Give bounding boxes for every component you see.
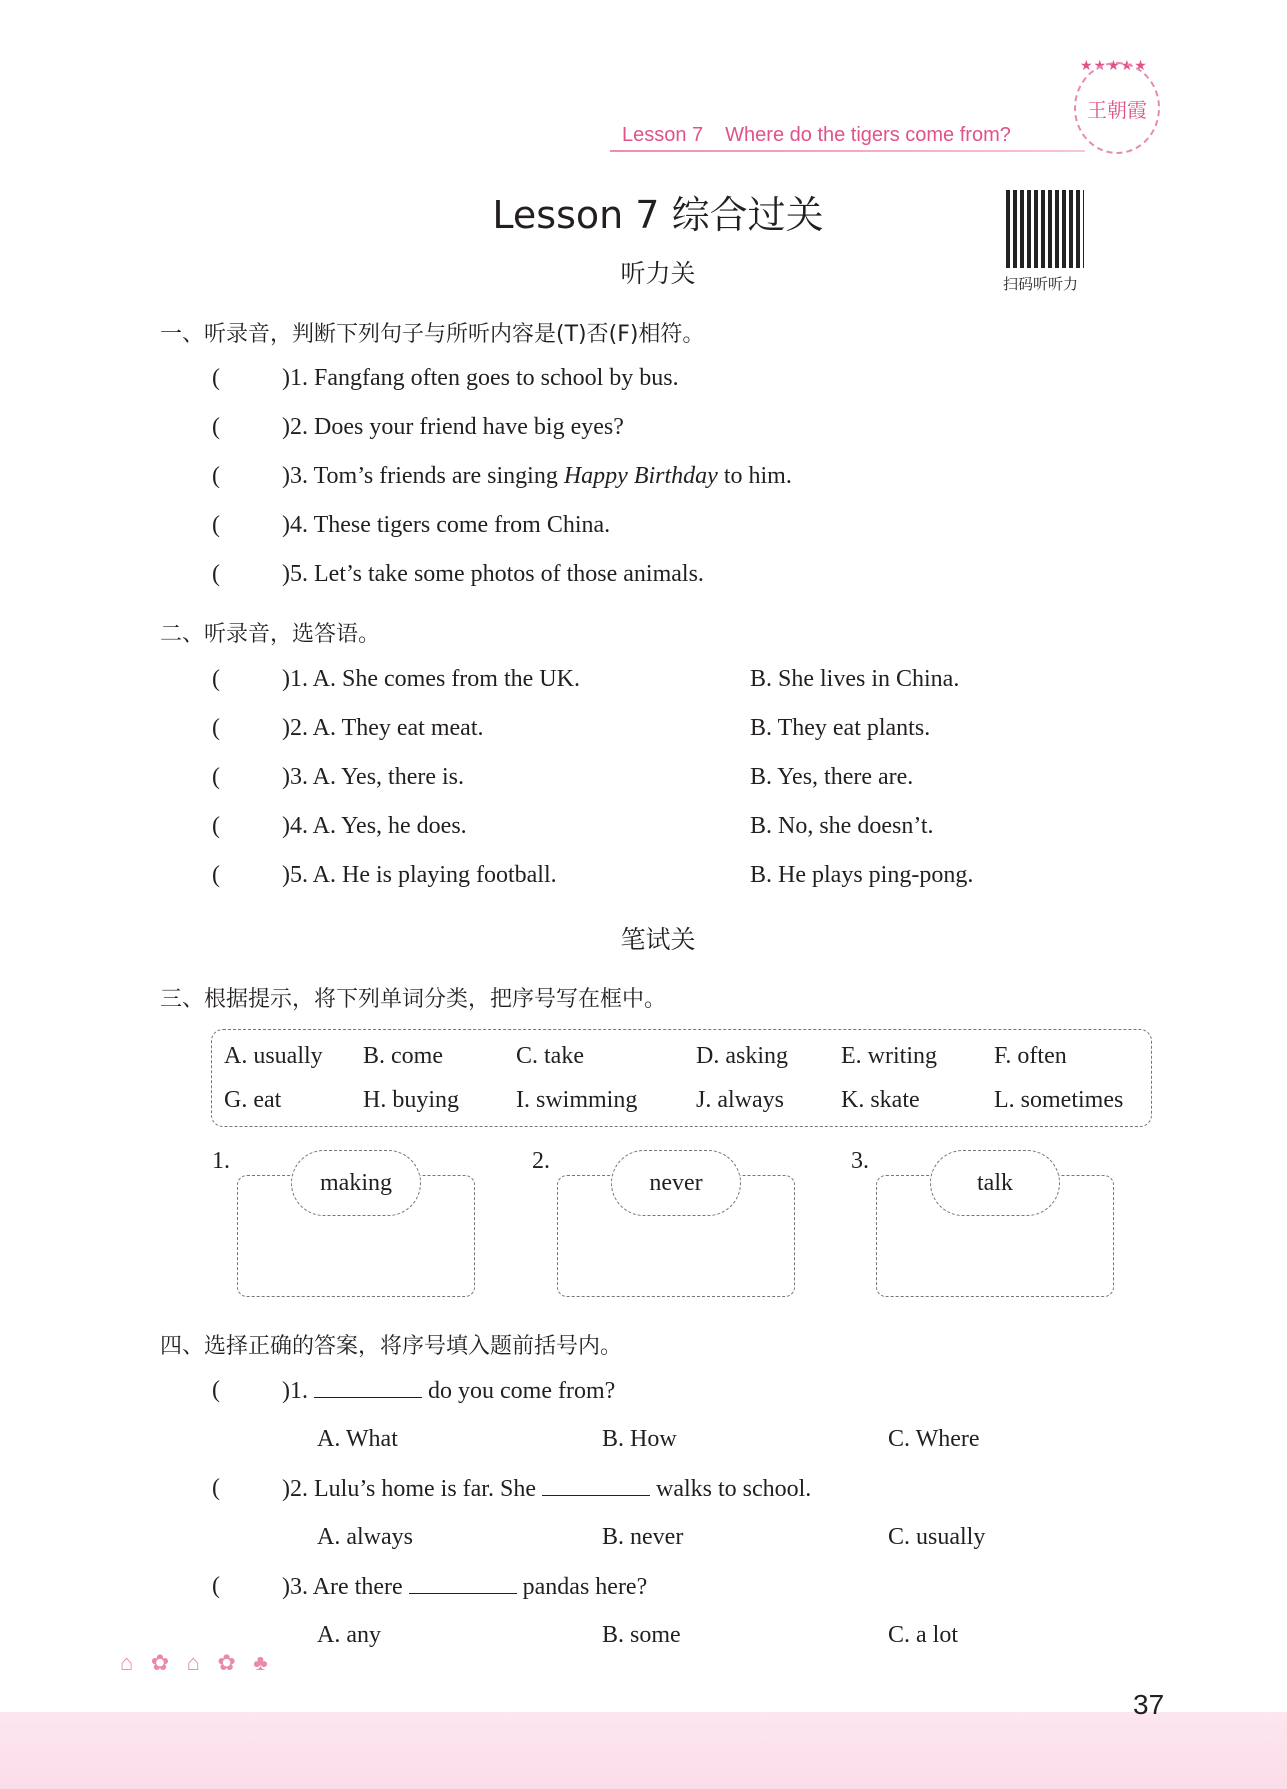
question-item <box>282 365 679 392</box>
option-b: B. They eat plants. <box>750 715 931 741</box>
word-option: J. always <box>696 1087 784 1113</box>
item-text: Fangfang often goes to school by bus. <box>314 365 679 391</box>
item-text: Are there <box>312 1574 403 1600</box>
section3-heading: 三、根据提示，将下列单词分类，把序号写在框中。 <box>160 987 667 1012</box>
item-number: )1. <box>282 1378 308 1404</box>
item-text: Let’s take some photos of those animals. <box>314 561 704 587</box>
choice-option: A. any <box>317 1622 381 1648</box>
bottom-band <box>0 1712 1287 1789</box>
question-item <box>282 463 792 490</box>
question-item <box>282 414 624 441</box>
choice-option: B. How <box>602 1426 677 1452</box>
item-number: )3. <box>282 1574 308 1600</box>
question-item <box>282 561 704 588</box>
word-option: L. sometimes <box>994 1087 1124 1113</box>
qr-caption: 扫码听听力 <box>1003 275 1079 293</box>
item-number: )3. <box>282 463 314 489</box>
writing-title: 笔试关 <box>620 925 696 954</box>
item-text: pandas here? <box>522 1574 648 1600</box>
box-number: 1. <box>212 1148 230 1174</box>
header-rule <box>610 150 1085 152</box>
item-number: )5. <box>282 561 314 587</box>
section4-heading: 四、选择正确的答案，将序号填入题前括号内。 <box>160 1334 623 1359</box>
choice-option: A. always <box>317 1524 413 1550</box>
item-italic: Happy Birthday <box>563 463 718 489</box>
answer-paren[interactable]: ( <box>212 512 220 538</box>
item-number: )2. <box>282 1476 308 1502</box>
word-option: K. skate <box>841 1087 920 1113</box>
item-text: These tigers come from China. <box>313 512 611 538</box>
option-a: )4. A. Yes, he does. <box>282 813 467 839</box>
item-text: walks to school. <box>655 1476 812 1502</box>
word-option: I. swimming <box>516 1087 638 1113</box>
word-option: E. writing <box>841 1043 937 1069</box>
stars-decoration: ★★★★★ <box>1080 59 1148 74</box>
answer-paren[interactable]: ( <box>212 666 220 692</box>
fill-blank <box>409 1573 517 1594</box>
brand-logo: 王朝霞 <box>1074 62 1160 154</box>
word-option: D. asking <box>696 1043 788 1069</box>
question-item <box>282 1475 811 1503</box>
category-hint-cloud: never <box>611 1150 741 1216</box>
question-item <box>282 1377 615 1405</box>
word-option: F. often <box>994 1043 1067 1069</box>
category-hint-cloud: talk <box>930 1150 1060 1216</box>
answer-paren[interactable]: ( <box>212 1377 220 1403</box>
answer-paren[interactable]: ( <box>212 813 220 839</box>
box-number: 2. <box>532 1148 550 1174</box>
word-option: H. buying <box>363 1087 459 1113</box>
choice-option: C. usually <box>888 1524 986 1550</box>
answer-paren[interactable]: ( <box>212 1475 220 1501</box>
section1-heading: 一、听录音，判断下列句子与所听内容是(T)否(F)相符。 <box>160 322 705 347</box>
answer-paren[interactable]: ( <box>212 1573 220 1599</box>
word-option: B. come <box>363 1043 443 1069</box>
item-text: to him. <box>717 463 792 489</box>
option-b: B. Yes, there are. <box>750 764 914 790</box>
item-number: )4. <box>282 512 314 538</box>
category-hint-cloud: making <box>291 1150 421 1216</box>
item-text: Lulu’s home is far. She <box>314 1476 536 1502</box>
word-option: C. take <box>516 1043 584 1069</box>
running-header <box>622 124 1033 147</box>
choice-option: B. some <box>602 1622 681 1648</box>
item-text: do you come from? <box>428 1378 616 1404</box>
option-b: B. He plays ping-pong. <box>750 862 974 888</box>
option-a: )3. A. Yes, there is. <box>282 764 465 790</box>
option-a: )2. A. They eat meat. <box>282 715 484 741</box>
answer-paren[interactable]: ( <box>212 561 220 587</box>
word-option: A. usually <box>224 1043 323 1069</box>
option-a: )5. A. He is playing football. <box>282 862 557 888</box>
page-title: Lesson 7 综合过关 <box>492 193 824 237</box>
header-topic: Where do the tigers come from? <box>725 124 1011 146</box>
answer-paren[interactable]: ( <box>212 365 220 391</box>
header-lesson: Lesson 7 <box>622 124 704 146</box>
question-item <box>282 1573 647 1601</box>
bottom-doodle-decoration: ⌂ ✿ ⌂ ✿ ♣ <box>120 1650 274 1675</box>
box-number: 3. <box>851 1148 869 1174</box>
item-number: )1. <box>282 365 314 391</box>
fill-blank <box>314 1377 422 1398</box>
answer-paren[interactable]: ( <box>212 715 220 741</box>
fill-blank <box>542 1475 650 1496</box>
word-option: G. eat <box>224 1087 282 1113</box>
option-b: B. She lives in China. <box>750 666 960 692</box>
choice-option: C. a lot <box>888 1622 958 1648</box>
choice-option: C. Where <box>888 1426 980 1452</box>
item-text: Does your friend have big eyes? <box>314 414 624 440</box>
listening-title: 听力关 <box>620 259 696 288</box>
item-text: Tom’s friends are singing <box>313 463 564 489</box>
answer-paren[interactable]: ( <box>212 414 220 440</box>
choice-option: A. What <box>317 1426 398 1452</box>
answer-paren[interactable]: ( <box>212 764 220 790</box>
answer-paren[interactable]: ( <box>212 862 220 888</box>
option-b: B. No, she doesn’t. <box>750 813 934 839</box>
question-item <box>282 512 610 539</box>
answer-paren[interactable]: ( <box>212 463 220 489</box>
item-number: )2. <box>282 414 314 440</box>
section2-heading: 二、听录音，选答语。 <box>160 622 381 647</box>
option-a: )1. A. She comes from the UK. <box>282 666 580 692</box>
choice-option: B. never <box>602 1524 684 1550</box>
page-number: 37 <box>1133 1689 1165 1720</box>
